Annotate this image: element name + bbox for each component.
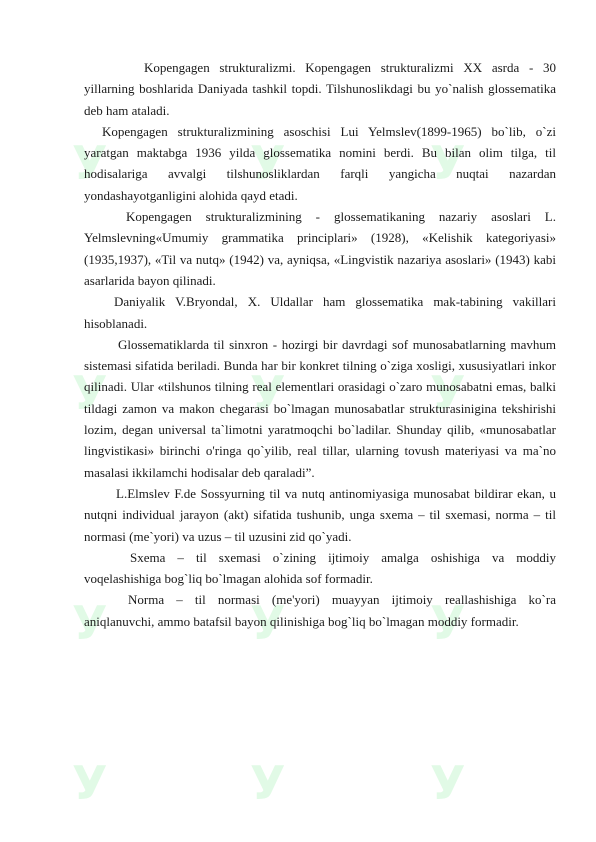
paragraph-founder: Kopengagen strukturalizmining asoschisi Lui Yelmslev(1899-1965) bo`lib, o`zi yaratgan maktabga 1936 yilda glossematika nomini berdi. Bu bilan olim tilga, til hodisalariga avvalgi tilshunosliklardan farqli yangicha nuqtai nazardan yondashayotganligini alohida qayd etadi. [84, 123, 556, 203]
watermark-glyph: У [430, 366, 466, 420]
paragraph-schema: Sxema – til sxemasi o`zining ijtimoiy amalga oshishiga va moddiy voqelashishiga bog`liq bo`lmagan alohida sof formadir. [84, 549, 556, 587]
watermark-glyph: У [430, 756, 466, 810]
paragraph-antinomy: L.Elmslev F.de Sossyurning til va nutq antinomiyasiga munosabat bildirar ekan, u nutqni individual jarayon (akt) sifatida tushunib, unga sxema – til sxemasi, norma – til normasi (me`yori) va uzus – til uzusini zid qo`yadi. [84, 485, 556, 544]
paragraph-glossematics-view: Glossematiklarda til sinxron - hozirgi bir davrdagi sof munosabatlarning mavhum sistemasi sifatida beriladi. Bunda har bir konkret tilning o`ziga xosligi, xususiyatlari inkor qilinadi. Ular «tilshunos tilning real elementlari orasidagi o`zaro munosabatni emas, balki tildagi zamon va makon chegarasi bo`lmagan munosabatlar strukturasinigina tekshirishi lozim, degan universal ta`limotni yaratmoqchi bo`ladilar. Shunday qilib, «munosabatlar lingvistikasi» birinchi o'ringa qo`yilib, real tillar, ularning tovush materiyasi va ma`no masalasi ikkilamchi hodisalar deb qaraladi”. [84, 336, 556, 480]
paragraph-intro: Kopengagen strukturalizmi. Kopengagen strukturalizmi XX asrda - 30 yillarning boshlarida Daniyada tashkil topdi. Tilshunoslikdagi bu yo`nalish glossematika deb ham ataladi. [84, 60, 556, 118]
watermark-glyph: У [250, 136, 286, 190]
watermark-glyph: У [250, 596, 286, 650]
watermark-glyph: У [430, 136, 466, 190]
watermark-glyph: У [430, 596, 466, 650]
paragraph-norm: Norma – til normasi (me'yori) muayyan ijtimoiy reallashishiga ko`ra aniqlanuvchi, ammo batafsil bayon qilinishiga bog`liq bo`lmagan moddiy formadir. [84, 592, 556, 629]
watermark-glyph: У [72, 136, 108, 190]
document-page [84, 57, 556, 632]
watermark-glyph: У [72, 756, 108, 810]
watermark-glyph: У [250, 756, 286, 810]
paragraph-representatives: Daniyalik V.Bryondal, X. Uldallar ham glossematika mak-tabining vakillari hisoblanadi. [84, 294, 556, 331]
watermark-glyph: У [72, 596, 108, 650]
paragraph-theory-sources: Kopengagen strukturalizmining - glossematikaning nazariy asoslari L. Yelmslevning«Umumiy grammatika principlari» (1928), «Kelishik kategoriyasi» (1935,1937), «Til va nutq» (1942) va, ayniqsa, «Lingvistik nazariya asoslari» (1943) kabi asarlarida bayon qilinadi. [84, 209, 556, 288]
watermark-glyph: У [250, 366, 286, 420]
watermark-glyph: У [72, 366, 108, 420]
